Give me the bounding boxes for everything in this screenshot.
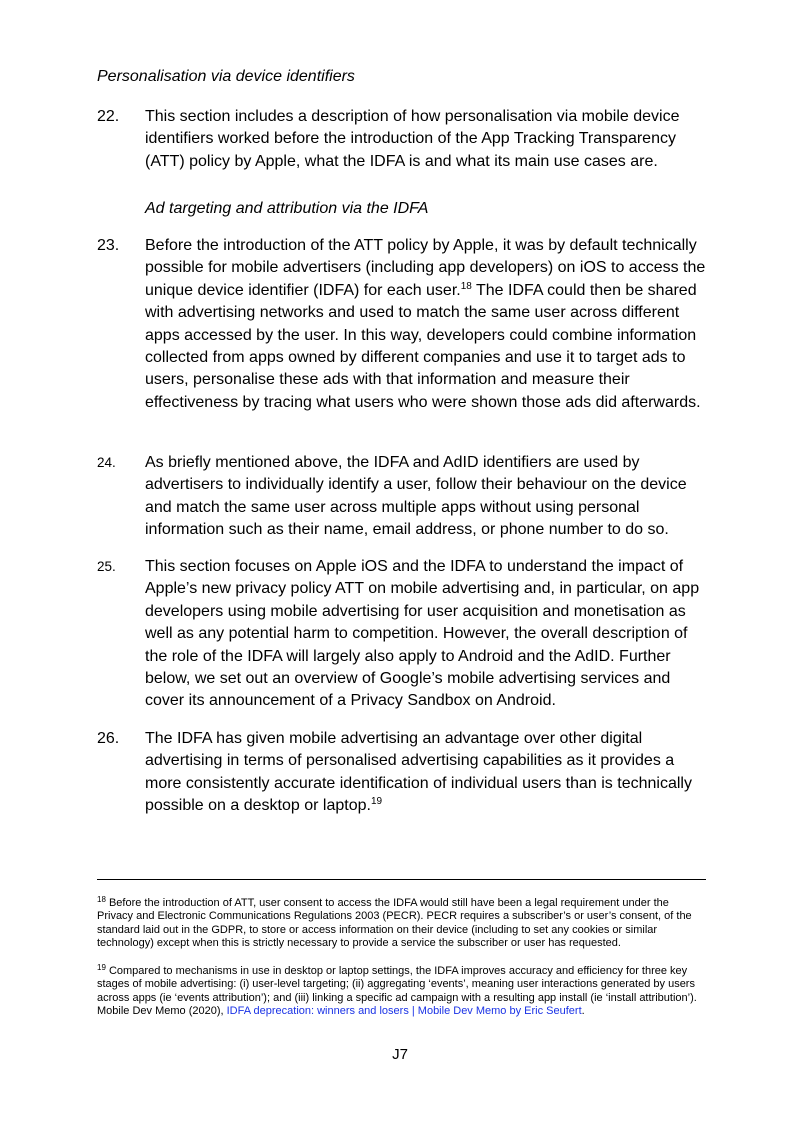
paragraph-text-part: The IDFA could then be shared with advertising networks and used to match the same user across different apps accessed by the user. In this way, developers could combine information collected from apps owned by different companies and use it to target ads to users, personalise these ads with that information and measure their effectiveness by tracing what users who were shown those ads did afterwards. <box>145 281 701 411</box>
section-heading: Personalisation via device identifiers <box>97 68 355 85</box>
footnote-18 <box>97 897 707 950</box>
paragraph-number: 25. <box>97 559 116 574</box>
paragraph-text-part: Before the introduction of the ATT policy by Apple, it was by default technically possible for mobile advertisers (including app developers) on iOS to access the unique device identifier (IDFA) for each user. <box>145 237 706 299</box>
paragraph-23 <box>97 235 707 414</box>
paragraph-text: This section includes a description of how personalisation via mobile device identifiers worked before the introduction of the App Tracking Transparency (ATT) policy by Apple, what the IDFA is and what its main use cases are. <box>145 108 680 170</box>
footnote-text: Before the introduction of ATT, user consent to access the IDFA would still have been a legal requirement under the Privacy and Electronic Communications Regulations 2003 (PECR). PECR requires a subscriber’s or user’s consent, of the standard laid out in the GDPR, to store or access information on their device (including to set any cookies or similar technology) except when this is strictly necessary to provide a service the subscriber or user has requested. <box>97 897 692 949</box>
page-number: J7 <box>392 1046 408 1063</box>
paragraph-number: 22. <box>97 108 120 125</box>
paragraph-number: 23. <box>97 237 120 254</box>
paragraph-text-part: The IDFA has given mobile advertising an advantage over other digital advertising in terms of personalised advertising capabilities as it provides a more consistently accurate identification of individual users than is technically possible on a desktop or laptop. <box>145 730 692 815</box>
paragraph-number: 26. <box>97 730 120 747</box>
paragraph-text: This section focuses on Apple iOS and the IDFA to understand the impact of Apple’s new privacy policy ATT on mobile advertising and, in particular, on app developers using mobile advertising for user acquisition and monetisation as well as any potential harm to competition. However, the overall description of the role of the IDFA will largely also apply to Android and the AdID. Further below, we set out an overview of Google’s mobile advertising services and cover its announcement of a Privacy Sandbox on Android. <box>145 558 700 710</box>
footnote-text: Compared to mechanisms in use in desktop or laptop settings, the IDFA improves accuracy and efficiency for three key stages of mobile advertising: (i) user-level targeting; (ii) aggregating ‘events’, meaning user interactions generated by users across apps (ie ‘events attribution’); and (iii) linking a specific ad campaign with a resulting app install (ie ‘install attribution’). Mobile Dev Memo (2020), <box>97 965 697 1017</box>
footnote-text-end: . <box>581 1004 585 1017</box>
paragraph-text <box>145 728 707 818</box>
paragraph-25 <box>97 556 707 713</box>
footnote-ref-19[interactable]: 19 <box>370 796 383 808</box>
footnote-number: 18 <box>97 895 106 904</box>
paragraph-24 <box>97 452 707 542</box>
paragraph-number: 24. <box>97 455 116 470</box>
footnote-divider <box>97 879 706 880</box>
paragraph-text: As briefly mentioned above, the IDFA and AdID identifiers are used by advertisers to individually identify a user, follow their behaviour on the device and match the same user across multiple apps without using personal information such as their name, email address, or phone number to do so. <box>145 454 687 539</box>
paragraph-26 <box>97 728 707 818</box>
footnote-link[interactable]: IDFA deprecation: winners and losers | Mobile Dev Memo by Eric Seufert <box>226 1004 582 1017</box>
paragraph-22 <box>97 106 707 173</box>
subheading: Ad targeting and attribution via the IDFA <box>145 200 429 217</box>
paragraph-text <box>145 235 707 414</box>
footnote-number: 19 <box>97 963 106 972</box>
footnote-ref-18[interactable]: 18 <box>460 280 472 292</box>
footnote-19 <box>97 965 707 1018</box>
